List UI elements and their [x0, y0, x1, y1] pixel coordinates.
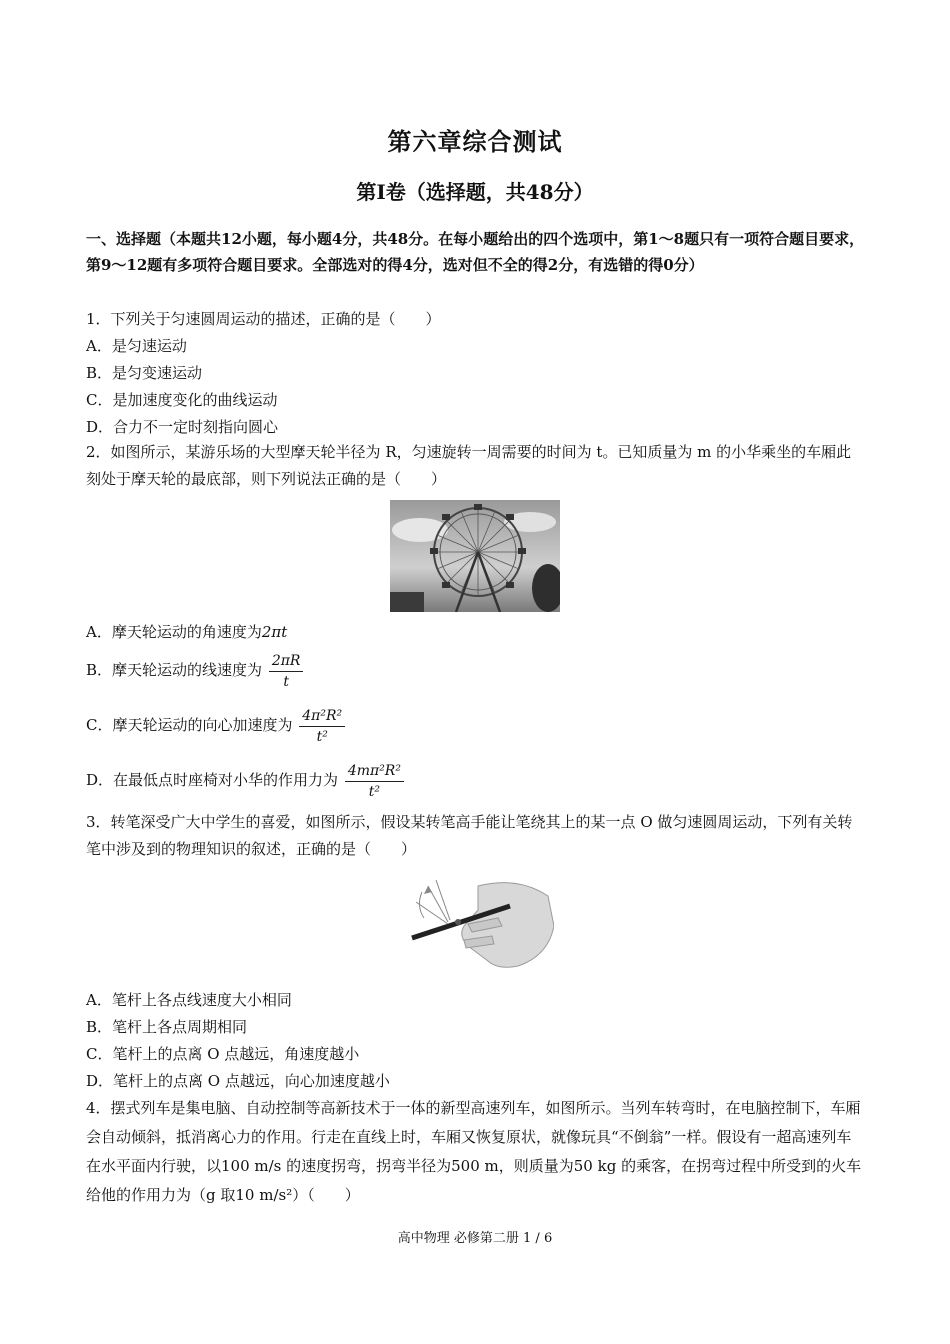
- q1-stem: 1．下列关于匀速圆周运动的描述，正确的是（ ）: [86, 310, 441, 328]
- q2-option-c: C．摩天轮运动的向心加速度为 $\frac{\text{4π²R²}}{\text{t²}}$: [86, 705, 345, 745]
- q2-c-fraction: $\frac{\text{4π²R²}}{\text{t²}}$: [299, 707, 345, 745]
- q3-option-d: D．笔杆上的点离 O 点越远，向心加速度越小: [86, 1072, 390, 1090]
- q2-b-fraction: $\frac{2\pi R}{t}$: [269, 652, 304, 690]
- page-title: 第六章综合测试: [387, 127, 563, 156]
- q3-option-b: B．笔杆上各点周期相同: [86, 1018, 248, 1036]
- ferris-wheel-image: [390, 500, 560, 612]
- q2-stem: 2．如图所示，某游乐场的大型摩天轮半径为 R，匀速旋转一周需要的时间为 t。已知质量为 m 的小华乘坐的车厢此刻处于摩天轮的最底部，则下列说法正确的是（ ）: [86, 443, 852, 488]
- q4-stem: 4．摆式列车是集电脑、自动控制等高新技术于一体的新型高速列车，如图所示。当列车转弯时，在电脑控制下，车厢会自动倾斜，抵消离心力的作用。行走在直线上时，车厢又恢复原状，就像玩具“不倒翁”一样。假设有一超高速列车在水平面内行驶，以100 m/s 的速度拐弯，拐弯半径为500 m，则质量为50 kg 的乘客，在拐弯过程中所受到的火车给他的作用力为（g 取10 m/s²）（ ）: [86, 1099, 862, 1204]
- q3-stem: 3．转笔深受广大中学生的喜爱，如图所示，假设某转笔高手能让笔绕其上的某一点 O 做匀速圆周运动，下列有关转笔中涉及到的物理知识的叙述，正确的是（ ）: [86, 813, 853, 858]
- q2-d-fraction: $\frac{\text{4mπ²R²}}{\text{t²}}$: [345, 762, 404, 800]
- q1-option-b: B．是匀变速运动: [86, 364, 203, 382]
- q2-option-d: D．在最低点时座椅对小华的作用力为 $\frac{\text{4mπ²R²}}{\text{t²}}$: [86, 760, 404, 800]
- pen-spinning-image: [398, 866, 554, 976]
- q3-option-a: A．笔杆上各点线速度大小相同: [86, 991, 292, 1009]
- q3-option-c: C．笔杆上的点离 O 点越远，角速度越小: [86, 1045, 360, 1063]
- page-footer: 高中物理 必修第二册 1 / 6: [397, 1231, 553, 1246]
- q2-option-b: B．摩天轮运动的线速度为 $\frac{2\pi R}{t}$: [86, 650, 303, 690]
- q1-option-d: D．合力不一定时刻指向圆心: [86, 418, 279, 436]
- section-instructions: 一、选择题（本题共12小题，每小题4分，共48分。在每小题给出的四个选项中，第1～8题只有一项符合题目要求，第9～12题有多项符合题目要求。全部选对的得4分，选对但不全的得2分，有选错的得0分）: [86, 230, 865, 274]
- q2-option-a: A．摩天轮运动的角速度为2πt: [86, 623, 288, 641]
- section-subtitle: 第Ⅰ卷（选择题，共48分）: [356, 180, 594, 204]
- q1-option-c: C．是加速度变化的曲线运动: [86, 391, 278, 409]
- q1-option-a: A．是匀速运动: [86, 337, 187, 355]
